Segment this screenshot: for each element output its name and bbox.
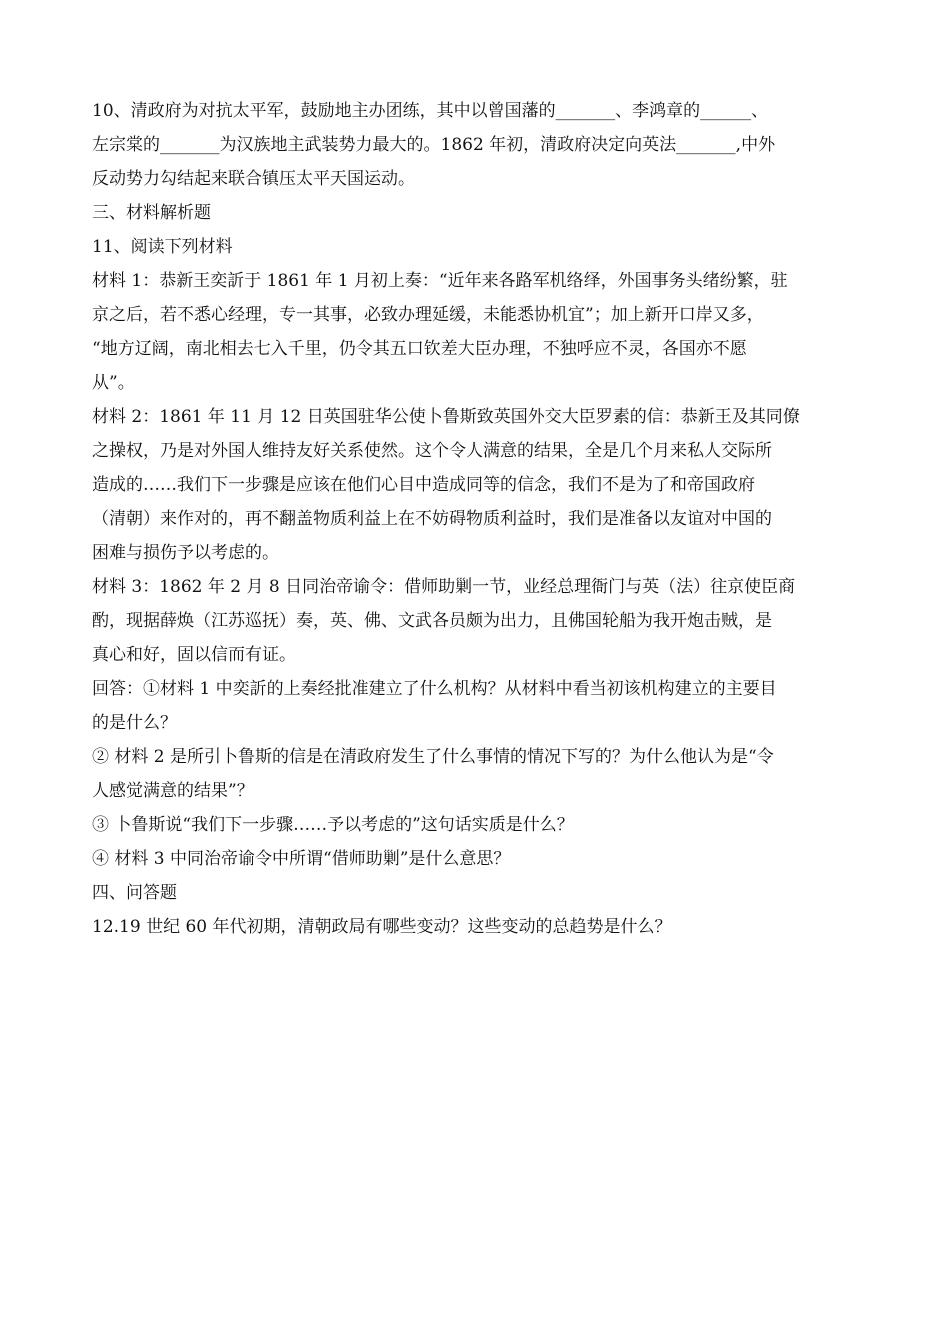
text-line: 从”。 [92,373,135,393]
text-line: 12.19 世纪 60 年代初期，清朝政局有哪些变动？这些变动的总趋势是什么？ [92,917,672,937]
question-12 [92,910,860,944]
answer-question-1 [92,672,860,740]
text-line: 10、清政府为对抗太平军，鼓励地主办团练，其中以曾国藩的_______、李鸿章的______、 [92,101,769,121]
text-line: 材料 1：恭新王奕訢于 1861 年 1 月初上奏：“近年来各路军机络绎，外国事务头绪纷繁，驻 [92,271,788,291]
text-line: ② 材料 2 是所引卜鲁斯的信是在清政府发生了什么事情的情况下写的？为什么他认为是“令 [92,747,774,767]
text-line: 酌，现据薛焕（江苏巡抚）奏，英、佛、文武各员颇为出力，且佛国轮船为我开炮击贼，是 [92,611,772,631]
text-line: 反动势力勾结起来联合镇压太平天国运动。 [92,169,415,189]
text-line: 材料 3：1862 年 2 月 8 日同治帝谕令：借师助剿一节，业经总理衙门与英（法）往京使臣商 [92,577,796,597]
answer-question-3 [92,808,860,842]
question-title: 11、阅读下列材料 [92,237,233,257]
section-3-heading [92,196,860,230]
text-line: 真心和好，固以信而有证。 [92,645,296,665]
text-line: 京之后，若不悉心经理，专一其事，必致办理延缓，未能悉协机宜”；加上新开口岸又多， [92,305,764,325]
text-line: ③ 卜鲁斯说“我们下一步骤……予以考虑的”这句话实质是什么？ [92,815,574,835]
question-11-title [92,230,860,264]
text-line: 之操权，乃是对外国人维持友好关系使然。这个令人满意的结果，全是几个月来私人交际所 [92,441,772,461]
material-3 [92,570,860,672]
text-line: 左宗棠的_______为汉族地主武装势力最大的。1862 年初，清政府决定向英法_______,中外 [92,135,776,155]
answer-question-4 [92,842,860,876]
material-2 [92,400,860,570]
text-line: 的是什么？ [92,713,177,733]
text-line: “地方辽阔，南北相去七入千里，仍令其五口钦差大臣办理，不独呼应不灵，各国亦不愿 [92,339,747,359]
text-line: 回答：①材料 1 中奕訢的上奏经批准建立了什么机构？从材料中看当初该机构建立的主要目 [92,679,777,699]
answer-question-2 [92,740,860,808]
section-4-heading [92,876,860,910]
material-1 [92,264,860,400]
text-line: 困难与损伤予以考虑的。 [92,543,279,563]
text-line: 材料 2：1861 年 11 月 12 日英国驻华公使卜鲁斯致英国外交大臣罗素的信：恭新王及其同僚 [92,407,800,427]
section-title: 三、材料解析题 [92,203,211,223]
text-line: 人感觉满意的结果”？ [92,781,254,801]
text-line: 造成的……我们下一步骤是应该在他们心目中造成同等的信念，我们不是为了和帝国政府 [92,475,755,495]
question-10 [92,94,860,196]
section-title: 四、问答题 [92,883,177,903]
text-line: （清朝）来作对的，再不翻盖物质利益上在不妨碍物质利益时，我们是准备以友谊对中国的 [92,509,772,529]
text-line: ④ 材料 3 中同治帝谕令中所谓“借师助剿”是什么意思？ [92,849,511,869]
